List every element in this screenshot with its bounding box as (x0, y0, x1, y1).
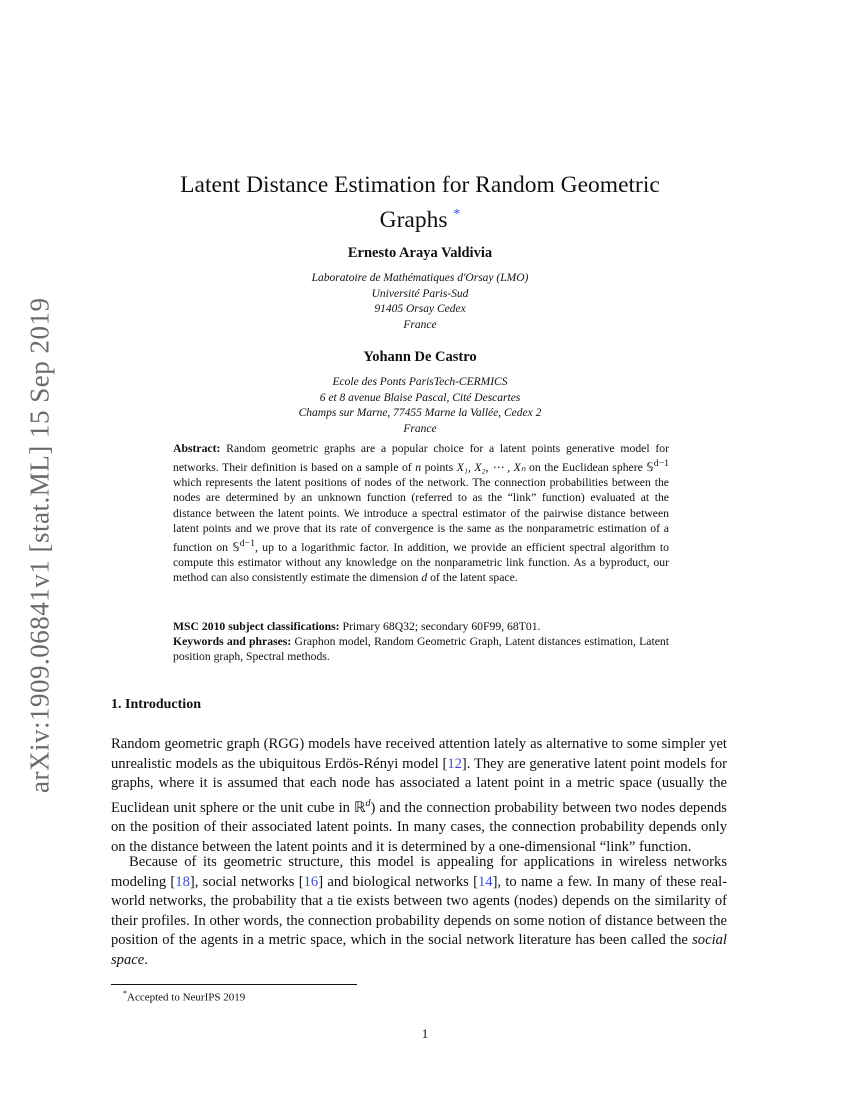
page-number: 1 (421, 1026, 429, 1041)
affiliation-line: Ecole des Ponts ParisTech-CERMICS (332, 376, 508, 388)
author-1-affiliation (110, 271, 730, 333)
citation-link[interactable]: 12 (447, 755, 462, 772)
author-2-affiliation (110, 375, 730, 437)
abstract-label: Abstract: (173, 442, 221, 455)
citation-link[interactable]: 16 (303, 873, 319, 890)
affiliation-line: 91405 Orsay Cedex (374, 303, 466, 315)
intro-paragraph-2: Because of its geometric structure, this model is appealing for applications in wireless networks modeling [18], social networks [16] and biological networks [14], to name a few. In many of these real-world networks, the probability that a tie exists between two agents (nodes) depends on the similarity of their profiles. In other words, the connection probability depends on some notion of distance between the position of the agents in a metric space, which in the social network literature has been called the social space. (111, 854, 728, 968)
footnote-divider (111, 984, 357, 985)
footnote: *Accepted to NeurIPS 2019 (123, 989, 246, 1004)
section-heading-introduction: 1. Introduction (111, 697, 201, 712)
title-footnote-link[interactable]: * (453, 207, 461, 222)
affiliation-line: 6 et 8 avenue Blaise Pascal, Cité Descartes (319, 391, 521, 404)
intro-paragraph-1: Random geometric graph (RGG) models have received attention lately as alternative to some simpler yet unrealistic models as the ubiquitous Erdös-Rényi model [12]. They are generative latent point models for graphs, where it is assumed that each node has associated a latent point in a metric space (usually the Euclidean unit sphere or the unit cube in ℝ$^d$) and the connection probability between two nodes depends on the position of their associated latent points. In many cases, the connection probability depends only on the distance between the latent points and it is determined by a one-dimensional “link” function. (111, 736, 727, 855)
affiliation-line: Université Paris-Sud (371, 287, 469, 300)
paper-title (110, 170, 730, 235)
affiliation-line: Laboratoire de Mathématiques d'Orsay (LMO) (311, 272, 529, 284)
affiliation-line: France (403, 318, 437, 331)
arxiv-sidebar-stamp: arXiv:1909.06841v1 [stat.ML] 15 Sep 2019 (24, 297, 55, 793)
title-line-1: Latent Distance Estimation for Random Geometric (180, 172, 660, 198)
classification-block (173, 619, 669, 664)
citation-link[interactable]: 18 (175, 873, 190, 890)
abstract: Abstract: Random geometric graphs are a popular choice for a latent points generative model for networks. Their definition is based on a sample of n points X₁, X₂, ⋯ , Xₙ on the Euclidean sphere 𝕊$^{d-1}$ which represents the latent positions of nodes of the network. The connection probabilities between the nodes are determined by an unknown function (referred to as the “link” function) evaluated at the distance between the latent points. We introduce a spectral estimator of the pairwise distance between latent points and we prove that its rate of convergence is the same as the nonparametric estimation of a function on 𝕊$^{d-1}$, up to a logarithmic factor. In addition, we provide an efficient spectral algorithm to compute this estimator without any knowledge on the nonparametric link function. As a byproduct, our method can also consistently estimate the dimension d of the latent space. (173, 442, 670, 585)
title-line-2: Graphs (379, 206, 448, 233)
author-2-name: Yohann De Castro (363, 349, 477, 365)
affiliation-line: Champs sur Marne, 77455 Marne la Vallée, Cedex 2 (298, 407, 542, 419)
msc-classification: MSC 2010 subject classifications: Primary 68Q32; secondary 60F99, 68T01. (173, 620, 541, 633)
keywords: Keywords and phrases: Graphon model, Random Geometric Graph, Latent distances estimation, Latent position graph, Spectral methods. (173, 635, 669, 664)
citation-link[interactable]: 14 (477, 873, 493, 890)
author-1-name: Ernesto Araya Valdivia (347, 245, 493, 261)
affiliation-line: France (403, 422, 437, 435)
